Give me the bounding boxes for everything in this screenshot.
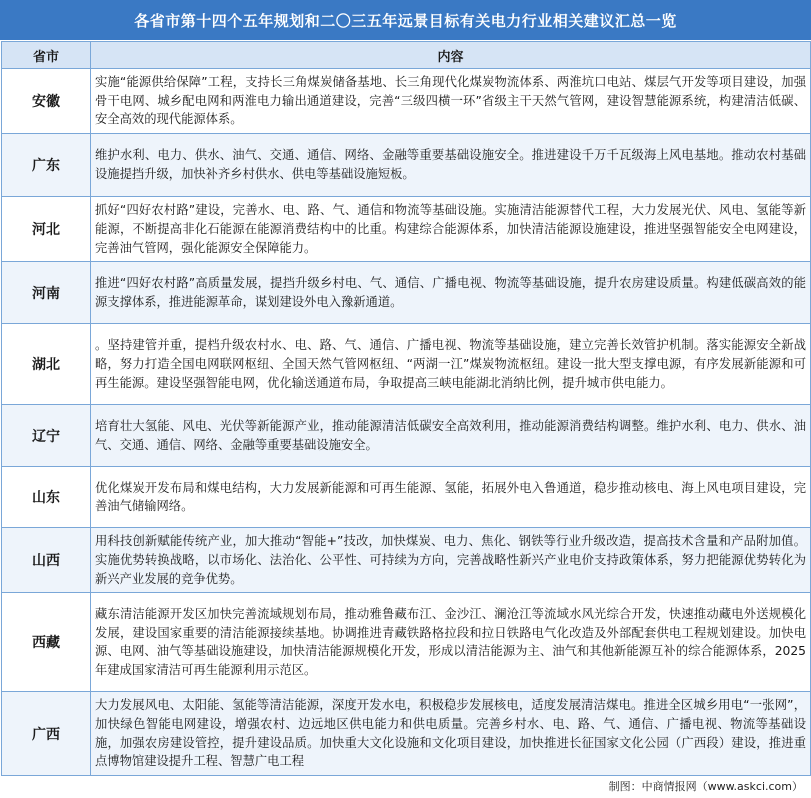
province-cell: 山西 xyxy=(2,528,91,593)
content-cell: 推进“四好农村路”高质量发展，提挡升级乡村电、气、通信、广播电视、物流等基础设施，提升农房建设质量。构建低碳高效的能源支撑体系，推进能源革命，谋划建设外电入豫新通道。 xyxy=(91,262,811,324)
province-cell: 安徽 xyxy=(2,69,91,134)
table-row xyxy=(2,262,811,324)
province-column-header: 省市 xyxy=(2,42,91,69)
table-row xyxy=(2,593,811,692)
content-column-header: 内容 xyxy=(91,42,811,69)
province-cell: 山东 xyxy=(2,467,91,528)
content-cell: 藏东清洁能源开发区加快完善流域规划布局，推动雅鲁藏布江、金沙江、澜沧江等流域水风光综合开发，快速推动藏电外送规模化发展，建设国家重要的清洁能源接续基地。协调推进青藏铁路格拉段和拉日铁路电气化改造及外部配套供电工程规划建设。加快电源、电网、油气等基础设施建设，加快清洁能源规模化开发，形成以清洁能源为主、油气和其他新能源互补的综合能源体系，2025年建成国家清洁可再生能源利用示范区。 xyxy=(91,593,811,692)
province-cell: 河北 xyxy=(2,197,91,262)
summary-table xyxy=(1,41,811,776)
table-row xyxy=(2,692,811,776)
province-cell: 辽宁 xyxy=(2,405,91,467)
content-cell: 维护水利、电力、供水、油气、交通、通信、网络、金融等重要基础设施安全。推进建设千万千瓦级海上风电基地。推动农村基础设施提挡升级，加快补齐乡村供水、供电等基础设施短板。 xyxy=(91,134,811,197)
province-cell: 西藏 xyxy=(2,593,91,692)
content-cell: 。坚持建管并重，提档升级农村水、电、路、气、通信、广播电视、物流等基础设施，建立完善长效管护机制。落实能源安全新战略，努力打造全国电网联网枢纽、全国天然气管网枢纽、“两湖一江”煤炭物流枢纽。建设一批大型支撑电源，有序发展新能源和可再生能源。建设坚强智能电网，优化输送通道布局，争取提高三峡电能湖北消纳比例，提升城市供电能力。 xyxy=(91,324,811,405)
table-row xyxy=(2,324,811,405)
table-row xyxy=(2,134,811,197)
content-cell: 实施“能源供给保障”工程，支持长三角煤炭储备基地、长三角现代化煤炭物流体系、两淮坑口电站、煤层气开发等项目建设，加强骨干电网、城乡配电网和两淮电力输出通道建设，完善“三级四横一环”省级主干天然气管网，建设智慧能源系统，构建清洁低碳、安全高效的现代能源体系。 xyxy=(91,69,811,134)
content-cell: 用科技创新赋能传统产业，加大推动“智能+”技改，加快煤炭、电力、焦化、钢铁等行业升级改造，提高技术含量和产品附加值。实施优势转换战略，以市场化、法治化、公平性、可持续为方向，完善战略性新兴产业电价支持政策体系，努力把能源优势转化为新兴产业发展的竞争优势。 xyxy=(91,528,811,593)
table-row xyxy=(2,197,811,262)
table-row xyxy=(2,69,811,134)
table-header-row xyxy=(2,42,811,69)
content-cell: 抓好“四好农村路”建设，完善水、电、路、气、通信和物流等基础设施。实施清洁能源替代工程，大力发展光伏、风电、氢能等新能源，不断提高非化石能源在能源消费结构中的比重。构建综合能源体系，加快清洁能源设施建设，推进坚强智能安全电网建设，完善油气管网，强化能源安全保障能力。 xyxy=(91,197,811,262)
table-row xyxy=(2,467,811,528)
content-cell: 大力发展风电、太阳能、氢能等清洁能源，深度开发水电，积极稳步发展核电，适度发展清洁煤电。推进全区城乡用电“一张网”，加快绿色智能电网建设，增强农村、边远地区供电能力和供电质量。完善乡村水、电、路、气、通信、广播电视、物流等基础设施，加强农房建设管控，提升建设品质。加快重大文化设施和文化项目建设，加快推进长征国家文化公园（广西段）建设，推进重点博物馆建设提升工程、智慧广电工程 xyxy=(91,692,811,776)
source-credit: 制图：中商情报网（www.askci.com） xyxy=(608,780,803,793)
table-row xyxy=(2,405,811,467)
province-cell: 河南 xyxy=(2,262,91,324)
content-cell: 优化煤炭开发布局和煤电结构，大力发展新能源和可再生能源、氢能，拓展外电入鲁通道，稳步推动核电、海上风电项目建设，完善油气储输网络。 xyxy=(91,467,811,528)
province-cell: 广东 xyxy=(2,134,91,197)
content-cell: 培育壮大氢能、风电、光伏等新能源产业，推动能源清洁低碳安全高效利用，推动能源消费结构调整。维护水利、电力、供水、油气、交通、通信、网络、金融等重要基础设施安全。 xyxy=(91,405,811,467)
province-cell: 湖北 xyxy=(2,324,91,405)
page-title: 各省市第十四个五年规划和二〇三五年远景目标有关电力行业相关建议汇总一览 xyxy=(0,0,811,40)
province-cell: 广西 xyxy=(2,692,91,776)
table-row xyxy=(2,528,811,593)
